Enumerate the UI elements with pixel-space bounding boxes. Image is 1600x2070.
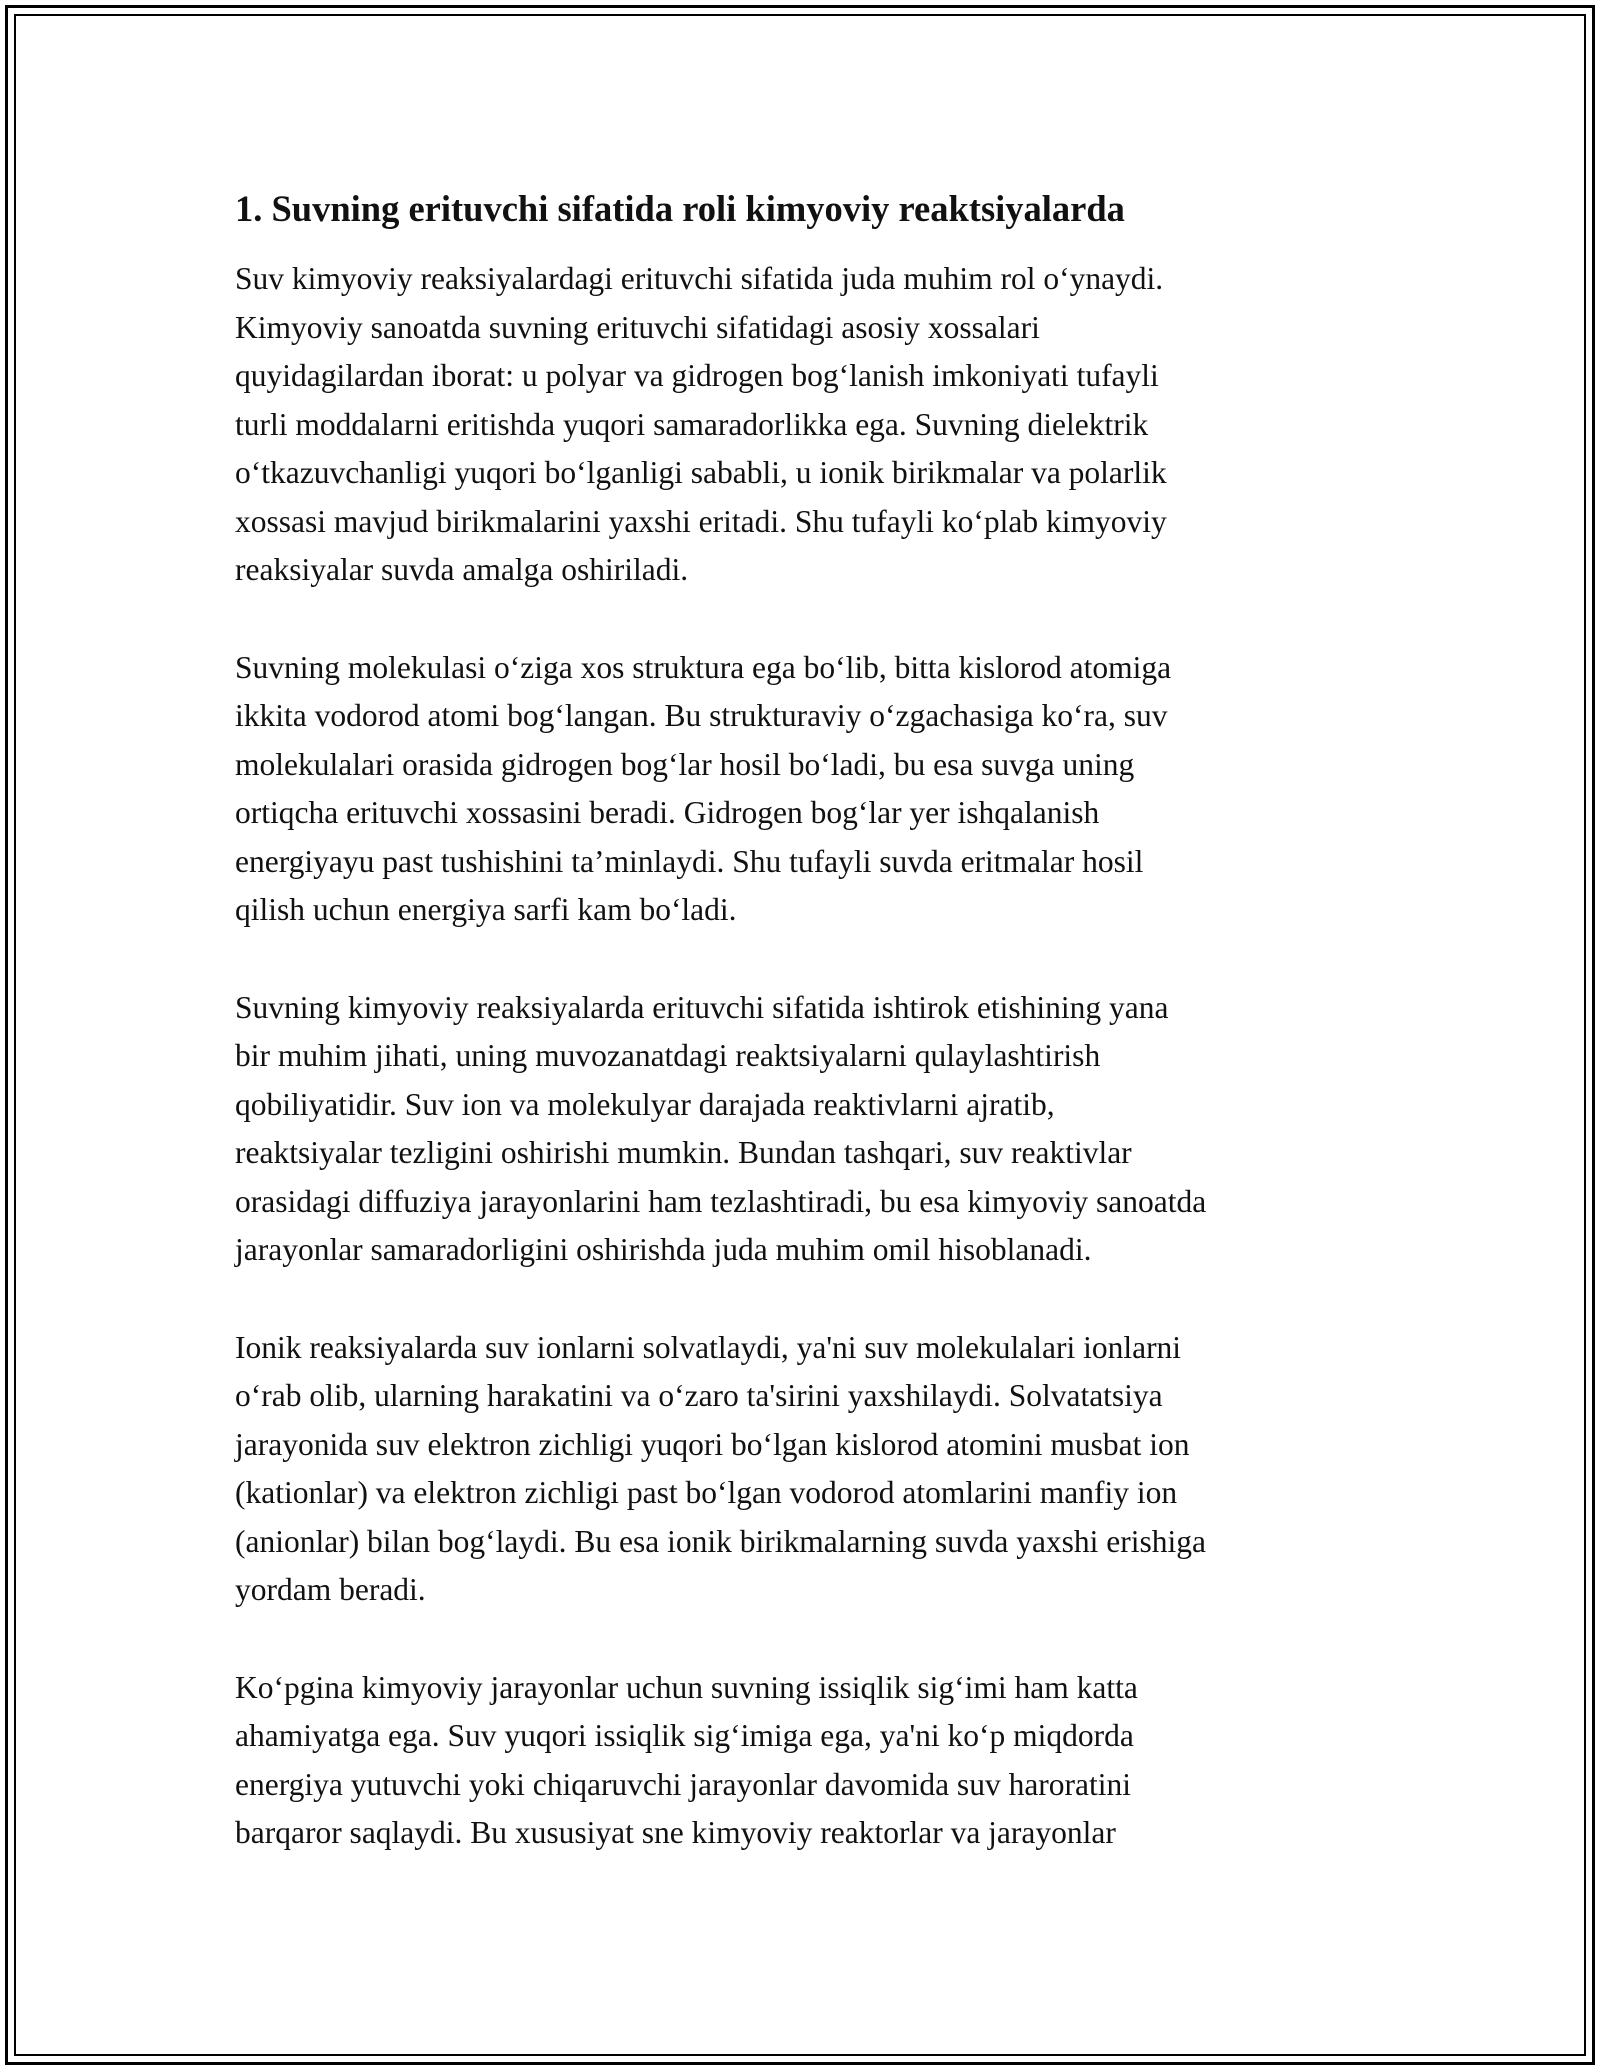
text-line: energiya yutuvchi yoki chiqaruvchi jarayonlar davomida suv haroratini (235, 1766, 1132, 1802)
text-line: yordam beradi. (235, 1572, 426, 1607)
document-body (235, 185, 1385, 1907)
paragraph-5 (235, 1664, 1385, 1858)
text-line: barqaror saqlaydi. Bu xususiyat sne kimyoviy reaktorlar va jarayonlar (235, 1815, 1116, 1850)
text-line: oʻrab olib, ularning harakatini va oʻzaro ta'sirini yaxshilaydi. Solvatatsiya (235, 1378, 1163, 1413)
text-line: (kationlar) va elektron zichligi past boʻlgan vodorod atomlarini manfiy ion (235, 1475, 1178, 1510)
text-line: molekulalari orasida gidrogen bogʻlar hosil boʻladi, bu esa suvga uning (235, 746, 1135, 782)
text-line: Koʻpgina kimyoviy jarayonlar uchun suvning issiqlik sigʻimi ham katta (235, 1669, 1138, 1705)
text-line: Ionik reaksiyalarda suv ionlarni solvatlaydi, ya'ni suv molekulalari ionlarni (235, 1329, 1182, 1365)
text-line: xossasi mavjud birikmalarini yaxshi eritadi. Shu tufayli koʻplab kimyoviy (235, 503, 1167, 539)
text-line: quyidagilardan iborat: u polyar va gidrogen bogʻlanish imkoniyati tufayli (235, 358, 1159, 393)
text-line: orasidagi diffuziya jarayonlarini ham tezlashtiradi, bu esa kimyoviy sanoatda (235, 1183, 1207, 1219)
text-line: Suvning molekulasi oʻziga xos struktura ega boʻlib, bitta kislorod atomiga (235, 649, 1172, 685)
section-title: 1. Suvning erituvchi sifatida roli kimyoviy reaktsiyalarda (235, 188, 1125, 229)
text-line: Suv kimyoviy reaksiyalardagi erituvchi sifatida juda muhim rol oʻynaydi. (235, 261, 1164, 296)
text-line: ikkita vodorod atomi bogʻlangan. Bu strukturaviy oʻzgachasiga koʻra, suv (235, 698, 1168, 733)
text-line: jarayonida suv elektron zichligi yuqori boʻlgan kislorod atomini musbat ion (235, 1426, 1190, 1462)
text-line: qilish uchun energiya sarfi kam boʻladi. (235, 892, 737, 927)
text-line: bir muhim jihati, uning muvozanatdagi reaktsiyalarni qulaylashtirish (235, 1038, 1101, 1073)
text-line: reaktsiyalar tezligini oshirishi mumkin. Bundan tashqari, suv reaktivlar (235, 1135, 1132, 1170)
text-line: qobiliyatidir. Suv ion va molekulyar darajada reaktivlarni ajratib, (235, 1086, 1055, 1122)
paragraph-3 (235, 984, 1385, 1275)
paragraph-4 (235, 1324, 1385, 1615)
text-line: reaksiyalar suvda amalga oshiriladi. (235, 552, 689, 587)
text-line: (anionlar) bilan bogʻlaydi. Bu esa ionik birikmalarning suvda yaxshi erishiga (235, 1523, 1207, 1559)
text-line: ortiqcha erituvchi xossasini beradi. Gidrogen bogʻlar yer ishqalanish (235, 795, 1100, 830)
text-line: ahamiyatga ega. Suv yuqori issiqlik sigʻimiga ega, ya'ni koʻp miqdorda (235, 1718, 1134, 1753)
paragraph-1 (235, 255, 1385, 595)
text-line: Suvning kimyoviy reaksiyalarda erituvchi sifatida ishtirok etishining yana (235, 989, 1169, 1025)
text-line: oʻtkazuvchanligi yuqori boʻlganligi sababli, u ionik birikmalar va polarlik (235, 455, 1167, 490)
text-line: Kimyoviy sanoatda suvning erituvchi sifatidagi asosiy xossalari (235, 309, 1040, 345)
text-line: jarayonlar samaradorligini oshirishda juda muhim omil hisoblanadi. (235, 1232, 1092, 1267)
text-line: turli moddalarni eritishda yuqori samaradorlikka ega. Suvning dielektrik (235, 406, 1149, 442)
text-line: energiyayu past tushishini taʼminlaydi. Shu tufayli suvda eritmalar hosil (235, 843, 1144, 879)
paragraph-2 (235, 644, 1385, 935)
